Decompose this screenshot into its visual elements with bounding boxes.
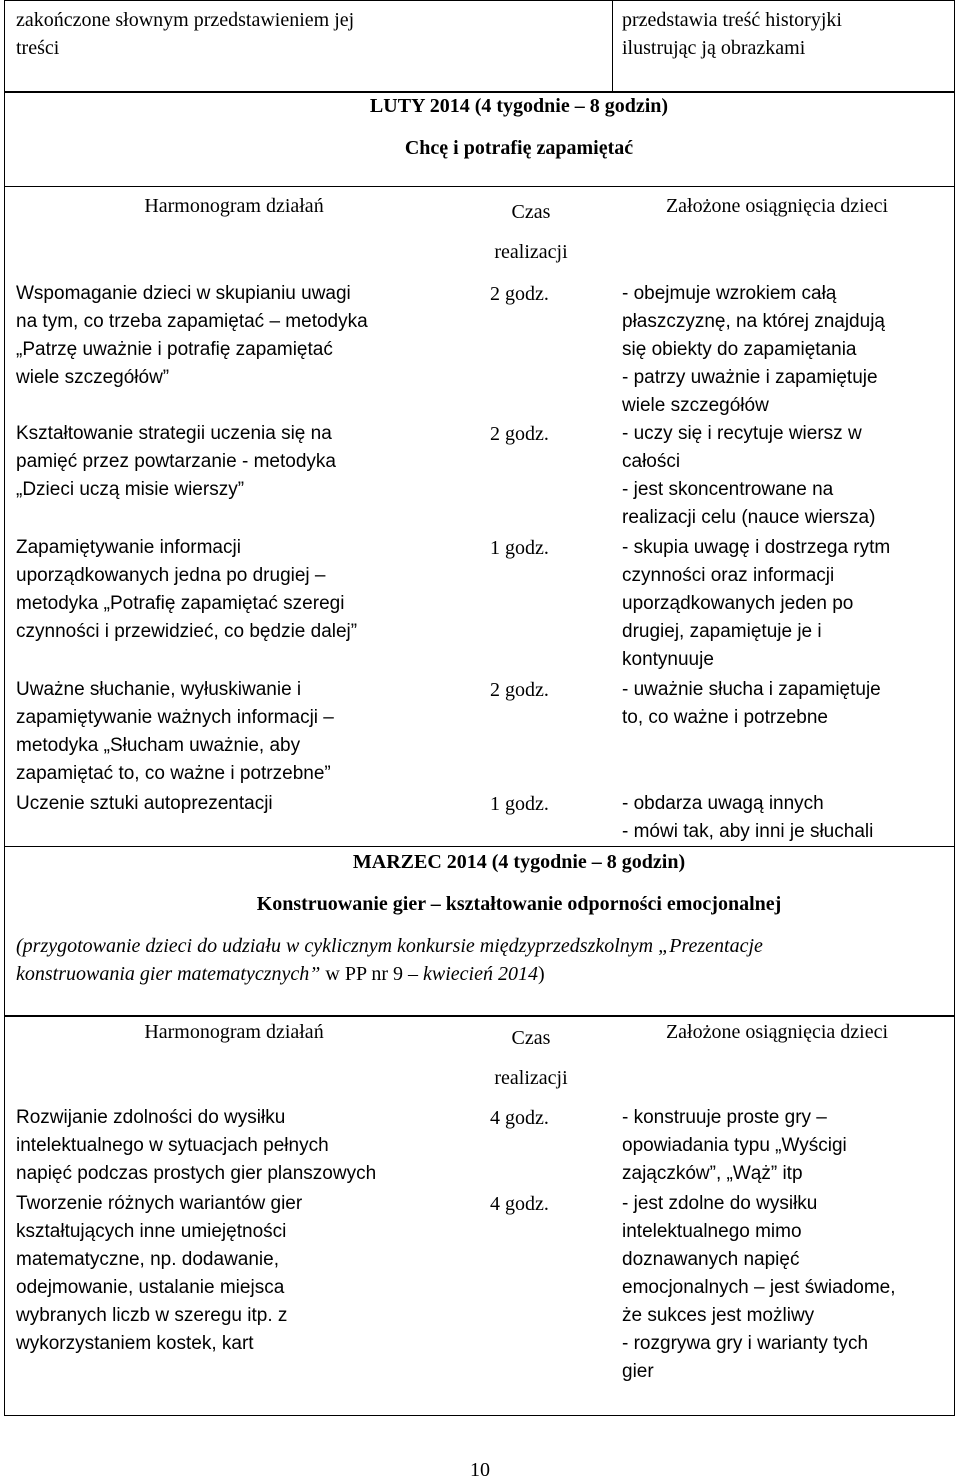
luty-row-5-time: 1 godz. <box>490 793 549 815</box>
luty-row-4-outcome: - uważnie słucha i zapamiętuje to, co ważne i potrzebne <box>622 679 881 728</box>
marzec-note-plain: w PP nr 9 – <box>320 963 424 985</box>
luty-row-3-activity: Zapamiętywanie informacji uporządkowanych jedna po drugiej – metodyka „Potrafię zapamiętać szeregi czynności i przewidzieć, co będzie dalej” <box>16 537 358 642</box>
top-left-text: zakończone słownym przedstawieniem jej treści <box>16 9 355 59</box>
luty-row-1-time: 2 godz. <box>490 283 549 305</box>
luty-row-2-outcome: - uczy się i recytuje wiersz w całości - jest skoncentrowane na realizacji celu (nauce wiersza) <box>622 423 876 528</box>
top-table-divider <box>612 0 613 92</box>
marzec-row-1-activity: Rozwijanie zdolności do wysiłku intelektualnego w sytuacjach pełnych napięć podczas prostych gier planszowych <box>16 1107 377 1184</box>
luty-row-4-time: 2 godz. <box>490 679 549 701</box>
marzec-col-time: Czas realizacji <box>494 1027 568 1089</box>
luty-subtitle: Chcę i potrafię zapamiętać <box>404 137 634 159</box>
luty-row-2-activity: Kształtowanie strategii uczenia się na pamięć przez powtarzanie - metodyka „Dzieci uczą misie wierszy” <box>16 423 336 500</box>
marzec-row-1-outcome: - konstruuje proste gry – opowiadania typu „Wyścigi zajączków”, „Wąż” itp <box>622 1107 847 1184</box>
luty-header-rule <box>4 186 955 187</box>
marzec-row-2-outcome: - jest zdolne do wysiłku intelektualnego mimo doznawanych napięć emocjonalnych – jest świadome, że sukces jest możliwy - rozgrywa gry i warianty tych gier <box>622 1193 896 1382</box>
luty-header: LUTY 2014 (4 tygodnie – 8 godzin) <box>369 95 669 117</box>
marzec-col-activities: Harmonogram działań <box>144 1021 324 1043</box>
luty-row-3-time: 1 godz. <box>490 537 549 559</box>
marzec-note-italic-1: (przygotowanie dzieci do udziału w cyklicznym konkursie międzyprzedszkolnym „Prezentacje <box>16 935 763 957</box>
luty-row-1-activity: Wspomaganie dzieci w skupianiu uwagi na tym, co trzeba zapamiętać – metodyka „Patrzę uważnie i potrafię zapamiętać wiele szczegółów” <box>16 283 368 388</box>
luty-row-5-activity: Uczenie sztuki autoprezentacji <box>16 793 273 814</box>
marzec-row-2-activity: Tworzenie różnych wariantów gier kształtujących inne umiejętności matematyczne, np. dodawanie, odejmowanie, ustalanie miejsca wybranych liczb w szeregu itp. z wykorzystaniem kostek, kart <box>16 1193 303 1354</box>
marzec-col-outcomes: Założone osiągnięcia dzieci <box>665 1021 889 1043</box>
luty-row-5-outcome: - obdarza uwagą innych - mówi tak, aby inni je słuchali <box>622 793 874 842</box>
marzec-subtitle: Konstruowanie gier – kształtowanie odporności emocjonalnej <box>256 893 782 915</box>
luty-row-3-outcome: - skupia uwagę i dostrzega rytm czynności oraz informacji uporządkowanych jeden po drugiej, zapamiętuje je i kontynuuje <box>622 537 891 670</box>
marzec-row-2-time: 4 godz. <box>490 1193 549 1215</box>
marzec-row-1-time: 4 godz. <box>490 1107 549 1129</box>
marzec-note-close: ) <box>537 963 545 985</box>
luty-row-1-outcome: - obejmuje wzrokiem całą płaszczyznę, na której znajdują się obiekty do zapamiętania - patrzy uważnie i zapamiętuje wiele szczegółów <box>622 283 885 416</box>
top-right-text: przedstawia treść historyjki ilustrując ją obrazkami <box>622 9 842 59</box>
page-number: 10 <box>470 1459 490 1481</box>
luty-col-activities: Harmonogram działań <box>144 195 324 217</box>
luty-col-time: Czas realizacji <box>494 201 568 263</box>
marzec-note-italic-2: konstruowania gier matematycznych” <box>16 963 321 985</box>
luty-col-outcomes: Założone osiągnięcia dzieci <box>665 195 889 217</box>
luty-row-2-time: 2 godz. <box>490 423 549 445</box>
marzec-header: MARZEC 2014 (4 tygodnie – 8 godzin) <box>352 851 686 873</box>
marzec-note <box>16 932 946 988</box>
marzec-note-italic-3: kwiecień 2014 <box>423 963 538 985</box>
luty-row-4-activity: Uważne słuchanie, wyłuskiwanie i zapamiętywanie ważnych informacji – metodyka „Słucham uważnie, aby zapamiętać to, co ważne i potrzebne” <box>16 679 334 784</box>
